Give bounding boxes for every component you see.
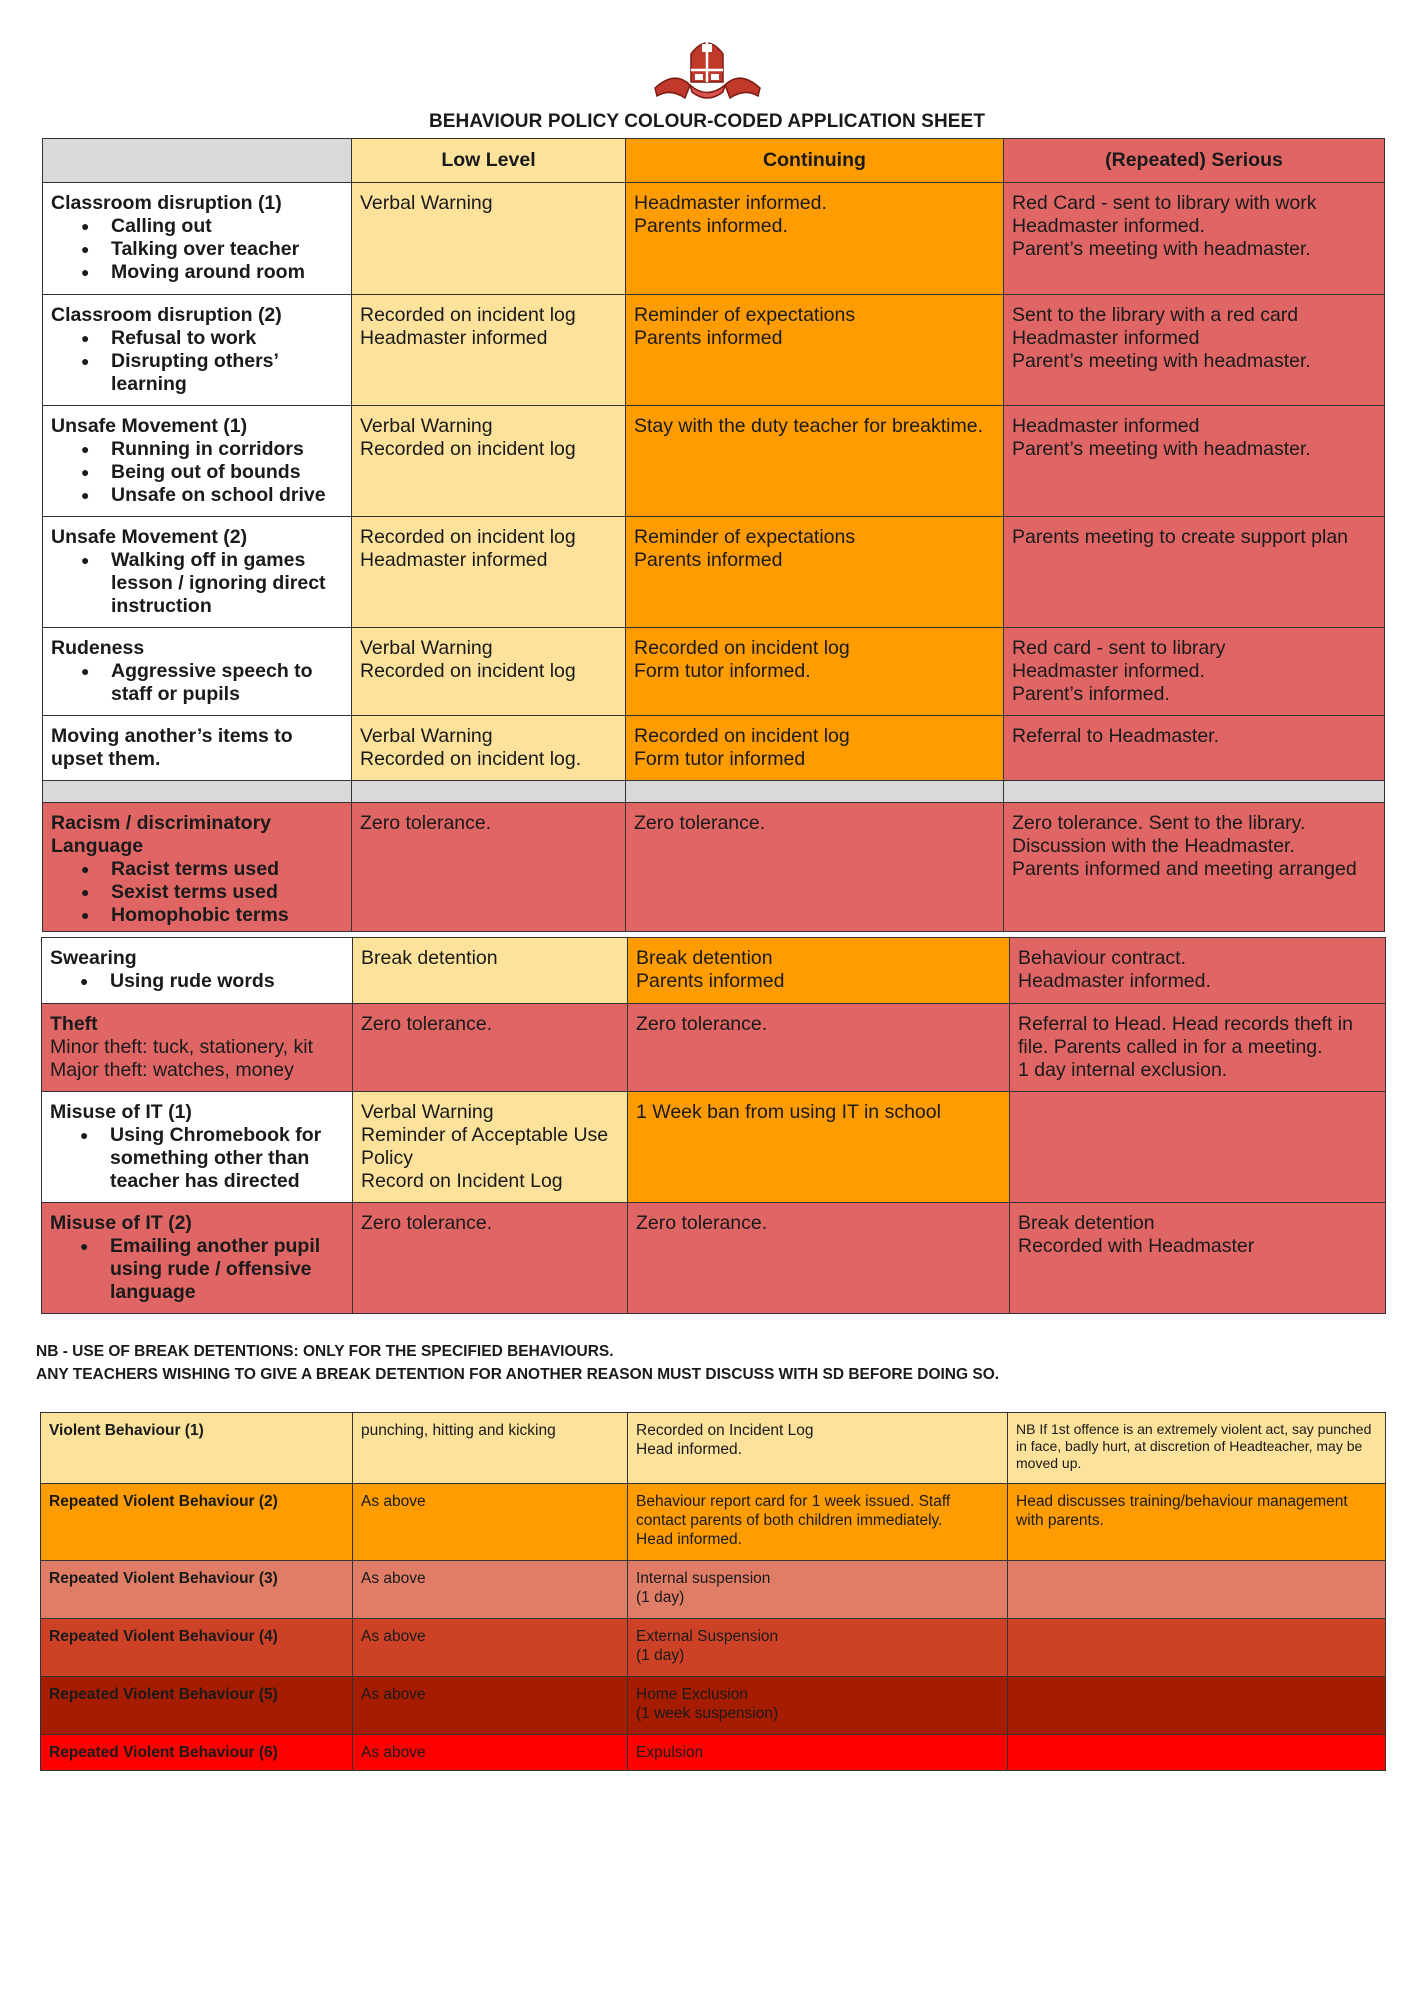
table-row <box>43 628 1385 716</box>
list-item: ● Disrupting others’ learning <box>51 350 343 396</box>
spacer-cell <box>43 781 352 803</box>
serious-cell <box>1004 406 1385 517</box>
bullet-list <box>50 1124 344 1193</box>
table-row <box>43 517 1385 628</box>
cell-line: Headmaster informed <box>360 327 548 349</box>
cell-line: Headmaster informed <box>1012 327 1200 349</box>
table-row <box>41 1484 1386 1561</box>
cell-line: Reminder of expectations <box>634 304 856 326</box>
cell-line: Sent to the library with a red card <box>1012 304 1299 326</box>
cell-line: NB If 1st offence is an extremely violent act, say punched in face, badly hurt, at discretion of Headteacher, may be moved up. <box>1016 1421 1372 1471</box>
cell-line: Recorded on incident log <box>360 526 576 548</box>
list-item: ● Being out of bounds <box>51 461 343 484</box>
bullet-list <box>51 438 343 507</box>
cell-line: Record on Incident Log <box>361 1170 563 1192</box>
table-row <box>41 1735 1386 1771</box>
row-label: Repeated Violent Behaviour (4) <box>41 1619 353 1677</box>
row-label-cell <box>43 406 352 517</box>
continuing-cell <box>628 1561 1008 1619</box>
row-label: Repeated Violent Behaviour (6) <box>41 1735 353 1771</box>
low-level-cell <box>353 1619 628 1677</box>
cell-line: Reminder of Acceptable Use Policy <box>361 1124 609 1169</box>
cell-line: External Suspension <box>636 1628 779 1645</box>
continuing-cell <box>628 1413 1008 1484</box>
list-item: ● Running in corridors <box>51 438 343 461</box>
cell-line: 1 day internal exclusion. <box>1018 1059 1228 1081</box>
cell-line: As above <box>361 1628 426 1645</box>
cell-line: Parent’s meeting with headmaster. <box>1012 350 1311 372</box>
cell-line: Recorded on Incident Log <box>636 1422 814 1439</box>
row-label: Unsafe Movement (2) <box>51 526 248 548</box>
cell-line: Parent’s meeting with headmaster. <box>1012 438 1311 460</box>
row-label: Rudeness <box>51 637 145 659</box>
continuing-cell <box>626 716 1004 781</box>
table-row <box>41 1677 1386 1735</box>
cell-line: Internal suspension <box>636 1570 771 1587</box>
list-item: ● Using Chromebook for something other than teacher has directed <box>50 1124 344 1193</box>
low-level-cell <box>353 1677 628 1735</box>
theft-detail: Major theft: watches, money <box>50 1059 294 1081</box>
cell-line: Zero tolerance. <box>361 1212 493 1234</box>
serious-cell <box>1004 183 1385 295</box>
cell-line: Headmaster informed <box>360 549 548 571</box>
continuing-cell <box>626 183 1004 295</box>
table-row <box>42 938 1386 1004</box>
cell-line: Headmaster informed. <box>1012 215 1205 237</box>
row-label: Theft <box>50 1013 98 1035</box>
list-item: ● Talking over teacher <box>51 238 343 261</box>
serious-cell <box>1008 1735 1386 1771</box>
spacer-row <box>43 781 1385 803</box>
continuing-cell <box>628 1677 1008 1735</box>
cell-line: Break detention <box>1018 1212 1155 1234</box>
list-item: ● Moving around room <box>51 261 343 284</box>
low-level-cell <box>352 517 626 628</box>
cell-line: Head informed. <box>636 1531 742 1548</box>
cell-line: Recorded on incident log <box>634 725 850 747</box>
serious-cell <box>1010 938 1386 1004</box>
spacer-cell <box>1004 781 1385 803</box>
bullet-list <box>50 970 344 993</box>
low-level-cell <box>352 295 626 406</box>
cell-line: Recorded with Headmaster <box>1018 1235 1255 1257</box>
cell-line: Recorded on incident log. <box>360 748 582 770</box>
cell-line: Behaviour report card for 1 week issued. Staff contact parents of both children immediately. <box>636 1493 951 1529</box>
table-row <box>43 803 1385 932</box>
cell-line: Recorded on incident log <box>360 438 576 460</box>
cell-line: Form tutor informed <box>634 748 806 770</box>
low-level-cell <box>352 406 626 517</box>
cell-line: Headmaster informed. <box>634 192 827 214</box>
bullet-list <box>51 660 343 706</box>
page-title: BEHAVIOUR POLICY COLOUR-CODED APPLICATION SHEET <box>428 111 986 132</box>
cell-line: Parents informed. <box>634 215 788 237</box>
cell-line: As above <box>361 1570 426 1587</box>
continuing-cell <box>626 517 1004 628</box>
continuing-cell <box>626 295 1004 406</box>
table-row <box>43 406 1385 517</box>
row-label: Repeated Violent Behaviour (2) <box>41 1484 353 1561</box>
cell-line: Head discusses training/behaviour management with parents. <box>1016 1493 1348 1529</box>
low-level-cell <box>352 183 626 295</box>
row-label-cell <box>42 1092 353 1203</box>
row-label: Classroom disruption (2) <box>51 304 282 326</box>
cell-line: Zero tolerance. <box>636 1013 768 1035</box>
row-label: Repeated Violent Behaviour (5) <box>41 1677 353 1735</box>
cell-line: Zero tolerance. <box>634 812 766 834</box>
list-item: ● Aggressive speech to staff or pupils <box>51 660 343 706</box>
cell-line: Discussion with the Headmaster. <box>1012 835 1295 857</box>
continuing-cell <box>628 1203 1010 1314</box>
cell-line: 1 Week ban from using IT in school <box>636 1101 941 1123</box>
serious-cell <box>1008 1413 1386 1484</box>
row-label-cell <box>43 183 352 295</box>
continuing-cell <box>628 1619 1008 1677</box>
cell-line: Zero tolerance. <box>360 812 492 834</box>
bullet-list <box>50 1235 344 1304</box>
cell-line: As above <box>361 1493 426 1510</box>
cell-line: Expulsion <box>636 1744 704 1761</box>
serious-cell <box>1004 628 1385 716</box>
serious-cell <box>1008 1619 1386 1677</box>
low-level-cell <box>353 1735 628 1771</box>
bullet-list <box>51 327 343 396</box>
row-label: Misuse of IT (2) <box>50 1212 192 1234</box>
bullet-list <box>51 858 343 927</box>
theft-detail: Minor theft: tuck, stationery, kit <box>50 1036 313 1058</box>
continuing-cell <box>628 1092 1010 1203</box>
serious-cell <box>1004 517 1385 628</box>
table-header-row <box>43 139 1385 183</box>
cell-line: Zero tolerance. Sent to the library. <box>1012 812 1306 834</box>
list-item: ● Walking off in games lesson / ignoring direct instruction <box>51 549 343 618</box>
note-line-1: NB - USE OF BREAK DETENTIONS: ONLY FOR THE SPECIFIED BEHAVIOURS. <box>36 1343 614 1360</box>
continuing-cell <box>626 803 1004 932</box>
continuing-cell <box>628 1735 1008 1771</box>
row-label-cell <box>43 803 352 932</box>
row-label-cell <box>42 1203 353 1314</box>
cell-line: Recorded on incident log <box>360 660 576 682</box>
list-item: ● Racist terms used <box>51 858 343 881</box>
table-row <box>43 716 1385 781</box>
row-label-cell <box>43 628 352 716</box>
low-level-cell <box>353 1203 628 1314</box>
cell-line: Red Card - sent to library with work <box>1012 192 1317 214</box>
serious-cell <box>1010 1004 1386 1092</box>
table-row <box>42 1004 1386 1092</box>
violent-behaviour-table <box>40 1412 1386 1771</box>
low-level-cell <box>352 716 626 781</box>
behaviour-table-secondary <box>41 937 1386 1314</box>
cell-line: Break detention <box>361 947 498 969</box>
continuing-cell <box>628 938 1010 1004</box>
cell-line: Referral to Headmaster. <box>1012 725 1220 747</box>
note-line-2: ANY TEACHERS WISHING TO GIVE A BREAK DETENTION FOR ANOTHER REASON MUST DISCUSS WITH SD BEFORE DOING SO. <box>36 1366 1000 1383</box>
cell-line: (1 day) <box>636 1589 685 1606</box>
cell-line: Parent’s meeting with headmaster. <box>1012 238 1311 260</box>
table-row <box>41 1413 1386 1484</box>
table-row <box>41 1619 1386 1677</box>
cell-line: Parent’s informed. <box>1012 683 1170 705</box>
cell-line: (1 week suspension) <box>636 1705 779 1722</box>
serious-cell <box>1004 716 1385 781</box>
row-label: Moving another’s items to upset them. <box>51 725 293 770</box>
table-row <box>41 1561 1386 1619</box>
low-level-cell <box>353 1092 628 1203</box>
cell-line: As above <box>361 1686 426 1703</box>
serious-cell <box>1010 1203 1386 1314</box>
cell-line: Parents informed <box>634 549 783 571</box>
cell-line: Break detention <box>636 947 773 969</box>
low-level-cell <box>353 1413 628 1484</box>
list-item: ● Emailing another pupil using rude / offensive language <box>50 1235 344 1304</box>
row-label-cell <box>43 517 352 628</box>
low-level-cell <box>353 1561 628 1619</box>
cell-line: Parents informed <box>636 970 785 992</box>
cell-line: Parents informed and meeting arranged <box>1012 858 1357 880</box>
list-item: ● Using rude words <box>50 970 344 993</box>
cell-line: Reminder of expectations <box>634 526 856 548</box>
row-label: Violent Behaviour (1) <box>41 1413 353 1484</box>
serious-cell <box>1010 1092 1386 1203</box>
list-item: ● Sexist terms used <box>51 881 343 904</box>
table-row <box>42 1092 1386 1203</box>
cell-line: Headmaster informed <box>1012 415 1200 437</box>
cell-line: As above <box>361 1744 426 1761</box>
cell-line: Headmaster informed. <box>1018 970 1211 992</box>
serious-cell <box>1008 1677 1386 1735</box>
cell-line: Verbal Warning <box>361 1101 494 1123</box>
cell-line: Zero tolerance. <box>361 1013 493 1035</box>
list-item: ● Homophobic terms <box>51 904 343 927</box>
cell-line: Stay with the duty teacher for breaktime. <box>634 415 984 437</box>
serious-cell <box>1008 1484 1386 1561</box>
table-row <box>42 1203 1386 1314</box>
cell-line: Headmaster informed. <box>1012 660 1205 682</box>
row-label-cell <box>43 295 352 406</box>
table-row <box>43 295 1385 406</box>
row-label: Unsafe Movement (1) <box>51 415 248 437</box>
cell-line: Verbal Warning <box>360 637 493 659</box>
row-label: Misuse of IT (1) <box>50 1101 192 1123</box>
continuing-cell <box>626 406 1004 517</box>
row-label: Racism / discriminatory Language <box>51 812 272 857</box>
cell-line: Verbal Warning <box>360 192 493 214</box>
cell-line: Behaviour contract. <box>1018 947 1187 969</box>
list-item: ● Refusal to work <box>51 327 343 350</box>
spacer-cell <box>626 781 1004 803</box>
cell-line: Verbal Warning <box>360 415 493 437</box>
bullet-list <box>51 215 343 284</box>
list-item: ● Calling out <box>51 215 343 238</box>
spacer-cell <box>352 781 626 803</box>
cell-line: Verbal Warning <box>360 725 493 747</box>
continuing-cell <box>626 628 1004 716</box>
list-item: ● Unsafe on school drive <box>51 484 343 507</box>
cell-line: Home Exclusion <box>636 1686 748 1703</box>
low-level-cell <box>353 938 628 1004</box>
cell-line: Parents informed <box>634 327 783 349</box>
cell-line: Recorded on incident log <box>634 637 850 659</box>
cell-line: Head informed. <box>636 1441 742 1458</box>
row-label: Repeated Violent Behaviour (3) <box>41 1561 353 1619</box>
cell-line: punching, hitting and kicking <box>361 1422 556 1439</box>
behaviour-table-main <box>42 138 1385 932</box>
serious-cell <box>1004 295 1385 406</box>
header-low-level: Low Level <box>352 139 626 183</box>
cell-line: Referral to Head. Head records theft in file. Parents called in for a meeting. <box>1018 1013 1353 1058</box>
table-row <box>43 183 1385 295</box>
low-level-cell <box>353 1484 628 1561</box>
continuing-cell <box>628 1484 1008 1561</box>
row-label-cell <box>43 716 352 781</box>
header-continuing: Continuing <box>626 139 1004 183</box>
row-label: Swearing <box>50 947 137 969</box>
cell-line: Recorded on incident log <box>360 304 576 326</box>
cell-line: Zero tolerance. <box>636 1212 768 1234</box>
row-label-cell <box>42 1004 353 1092</box>
school-crest-logo <box>645 30 770 105</box>
header-blank-cell <box>43 139 352 183</box>
header-serious: (Repeated) Serious <box>1004 139 1385 183</box>
serious-cell <box>1004 803 1385 932</box>
low-level-cell <box>353 1004 628 1092</box>
cell-line: Form tutor informed. <box>634 660 811 682</box>
continuing-cell <box>628 1004 1010 1092</box>
cell-line: Red card - sent to library <box>1012 637 1226 659</box>
row-label: Classroom disruption (1) <box>51 192 282 214</box>
row-label-cell <box>42 938 353 1004</box>
cell-line: (1 day) <box>636 1647 685 1664</box>
cell-line: Parents meeting to create support plan <box>1012 526 1349 548</box>
bullet-list <box>51 549 343 618</box>
serious-cell <box>1008 1561 1386 1619</box>
low-level-cell <box>352 803 626 932</box>
low-level-cell <box>352 628 626 716</box>
